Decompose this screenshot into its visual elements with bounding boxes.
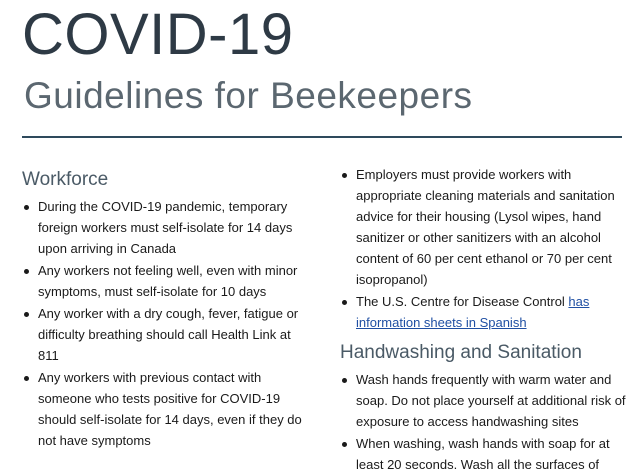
list-item-text: When washing, wash hands with soap for at least 20 seconds. Wash all the surfaces of [356,436,610,472]
list-item-text: During the COVID-19 pandemic, temporary foreign workers must self-isolate for 14 days upon arriving in Canada [38,199,293,256]
handwashing-list [340,369,630,475]
right-column [340,164,630,476]
workforce-list [22,196,312,451]
list-item-text: Wash hands frequently with warm water and soap. Do not place yourself at additional risk of exposure to access handwashing sites [356,372,626,429]
bullet-icon [24,312,29,317]
list-item [340,433,630,475]
title-divider [22,136,622,138]
bullet-icon [24,376,29,381]
cdc-text: The U.S. Centre for Disease Control [356,294,569,309]
spanish-info-link[interactable]: has information sheets in Spanish [356,294,590,330]
list-item [22,303,312,366]
employer-list [340,164,630,333]
document-subtitle: Guidelines for Beekeepers [24,75,473,116]
bullet-icon [342,442,347,447]
bullet-icon [24,269,29,274]
list-item [22,367,312,451]
document-title: COVID-19 [22,2,294,67]
list-item-text: Employers must provide workers with appropriate cleaning materials and sanitation advice for their housing (Lysol wipes, hand sanitizer or other sanitizers with an alcohol content of 60 per cent ethanol or 70 per cent isopropanol) [356,167,615,287]
bullet-icon [342,300,347,305]
section-heading-handwashing: Handwashing and Sanitation [340,342,582,363]
section-heading-workforce: Workforce [22,169,109,190]
left-column [22,168,312,452]
bullet-icon [342,378,347,383]
bullet-icon [24,205,29,210]
list-item-text: Any worker with a dry cough, fever, fatigue or difficulty breathing should call Health Link at 811 [38,306,299,363]
list-item [340,291,630,333]
list-item [22,260,312,302]
list-item [22,196,312,259]
list-item [340,369,630,432]
list-item [340,164,630,290]
list-item-text: Any workers not feeling well, even with minor symptoms, must self-isolate for 10 days [38,263,298,299]
list-item-text: Any workers with previous contact with someone who tests positive for COVID-19 should self-isolate for 14 days, even if they do not have symptoms [38,370,302,448]
bullet-icon [342,173,347,178]
